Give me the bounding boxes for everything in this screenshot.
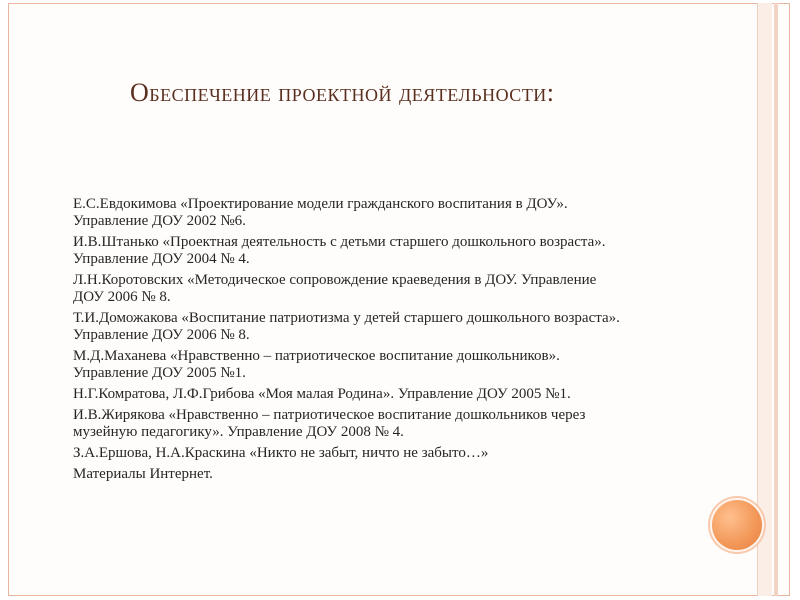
list-item (42, 466, 702, 483)
list-item-text-line1: Т.И.Доможакова «Воспитание патриотизма у детей старшего дошкольного возраста». (73, 310, 620, 326)
bibliography-list (42, 196, 702, 487)
right-decorative-band (757, 3, 772, 596)
list-item-text-line1: Н.Г.Комратова, Л.Ф.Грибова «Моя малая Родина». Управление ДОУ 2005 №1. (73, 386, 571, 402)
slide-title: Обеспечение проектной деятельности: (130, 78, 555, 107)
list-item (42, 445, 702, 462)
list-item-text-line1: И.В.Жирякова «Нравственно – патриотическое воспитание дошкольников через (73, 407, 586, 423)
list-item-text-line2: Управление ДОУ 2004 № 4. (73, 251, 250, 267)
list-item-text-line1: Е.С.Евдокимова «Проектирование модели гражданского воспитания в ДОУ». (73, 196, 568, 212)
list-item-text-line2: Управление ДОУ 2005 №1. (73, 365, 246, 381)
list-item (42, 272, 702, 306)
list-item (42, 196, 702, 230)
list-item-text-line1: Материалы Интернет. (73, 466, 213, 482)
list-item-text-line2: ДОУ 2006 № 8. (73, 289, 171, 305)
list-item-text-line1: З.А.Ершова, Н.А.Краскина «Никто не забыт, ничто не забыто…» (73, 445, 489, 461)
list-item (42, 386, 702, 403)
list-item (42, 310, 702, 344)
list-item-text-line1: Л.Н.Коротовских «Методическое сопровождение краеведения в ДОУ. Управление (73, 272, 597, 288)
list-item-text-line2: музейную педагогику». Управление ДОУ 2008 № 4. (73, 424, 404, 440)
orange-circle-decoration (712, 500, 762, 550)
list-item-text-line2: Управление ДОУ 2002 №6. (73, 213, 246, 229)
list-item-text-line1: М.Д.Маханева «Нравственно – патриотическое воспитание дошкольников». (73, 348, 560, 364)
list-item (42, 348, 702, 382)
right-decorative-edge (774, 3, 778, 596)
list-item (42, 234, 702, 268)
list-item-text-line2: Управление ДОУ 2006 № 8. (73, 327, 250, 343)
list-item-text-line1: И.В.Штанько «Проектная деятельность с детьми старшего дошкольного возраста». (73, 234, 606, 250)
list-item (42, 407, 702, 441)
